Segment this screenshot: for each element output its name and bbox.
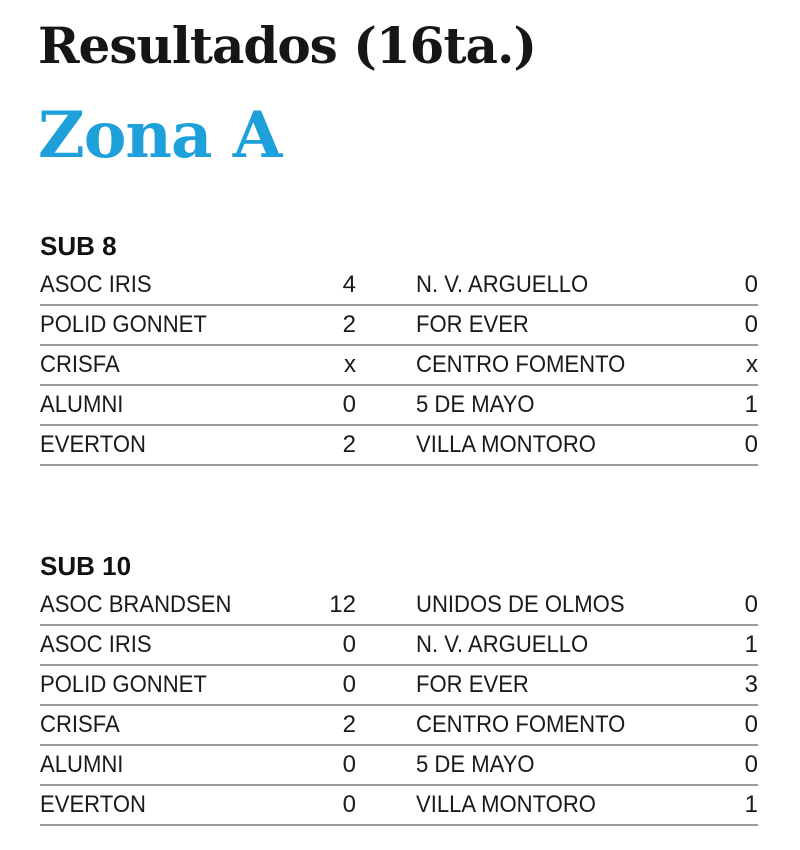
home-team: ALUMNI: [40, 751, 124, 778]
match-row: [40, 786, 758, 826]
home-score: 0: [342, 391, 356, 418]
page-title: Resultados (16ta.): [38, 16, 537, 75]
away-team: FOR EVER: [416, 311, 529, 338]
away-team: FOR EVER: [416, 671, 529, 698]
away-team: N. V. ARGUELLO: [416, 631, 589, 658]
away-score: 3: [744, 671, 758, 698]
home-score: 2: [342, 311, 356, 338]
home-team: POLID GONNET: [40, 311, 207, 338]
home-team: CRISFA: [40, 711, 120, 738]
home-team: ASOC BRANDSEN: [40, 591, 232, 618]
away-team: VILLA MONTORO: [416, 431, 596, 458]
away-score: 1: [744, 391, 758, 418]
category-title: SUB 8: [40, 231, 117, 261]
home-team: ASOC IRIS: [40, 631, 152, 658]
home-team: EVERTON: [40, 791, 146, 818]
category-title: SUB 10: [40, 551, 132, 581]
home-team: ASOC IRIS: [40, 271, 152, 298]
home-score: 0: [342, 791, 356, 818]
match-row: [40, 666, 758, 706]
results-section-sub10: [40, 548, 758, 826]
away-team: VILLA MONTORO: [416, 791, 596, 818]
away-team: UNIDOS DE OLMOS: [416, 591, 625, 618]
home-score: 0: [342, 631, 356, 658]
away-score: 0: [744, 271, 758, 298]
away-score: 0: [744, 591, 758, 618]
away-score: 1: [744, 791, 758, 818]
results-section-sub8: [40, 228, 758, 466]
match-row: [40, 346, 758, 386]
away-team: 5 DE MAYO: [416, 751, 535, 778]
home-team: CRISFA: [40, 351, 120, 378]
home-score: 12: [329, 591, 356, 618]
away-team: 5 DE MAYO: [416, 391, 535, 418]
home-team: POLID GONNET: [40, 671, 207, 698]
home-score: 0: [342, 671, 356, 698]
match-row: [40, 266, 758, 306]
away-score: 1: [744, 631, 758, 658]
away-score: x: [746, 351, 758, 378]
match-row: [40, 386, 758, 426]
home-score: x: [344, 351, 356, 378]
match-row: [40, 306, 758, 346]
away-team: CENTRO FOMENTO: [416, 711, 626, 738]
away-team: N. V. ARGUELLO: [416, 271, 589, 298]
away-score: 0: [744, 311, 758, 338]
home-score: 4: [342, 271, 356, 298]
match-row: [40, 746, 758, 786]
away-score: 0: [744, 751, 758, 778]
home-score: 2: [342, 431, 356, 458]
home-team: EVERTON: [40, 431, 146, 458]
match-row: [40, 706, 758, 746]
home-score: 0: [342, 751, 356, 778]
match-row: [40, 426, 758, 466]
away-score: 0: [744, 711, 758, 738]
home-score: 2: [342, 711, 356, 738]
away-score: 0: [744, 431, 758, 458]
zone-title: Zona A: [38, 98, 282, 173]
match-row: [40, 626, 758, 666]
home-team: ALUMNI: [40, 391, 124, 418]
away-team: CENTRO FOMENTO: [416, 351, 626, 378]
match-row: [40, 586, 758, 626]
